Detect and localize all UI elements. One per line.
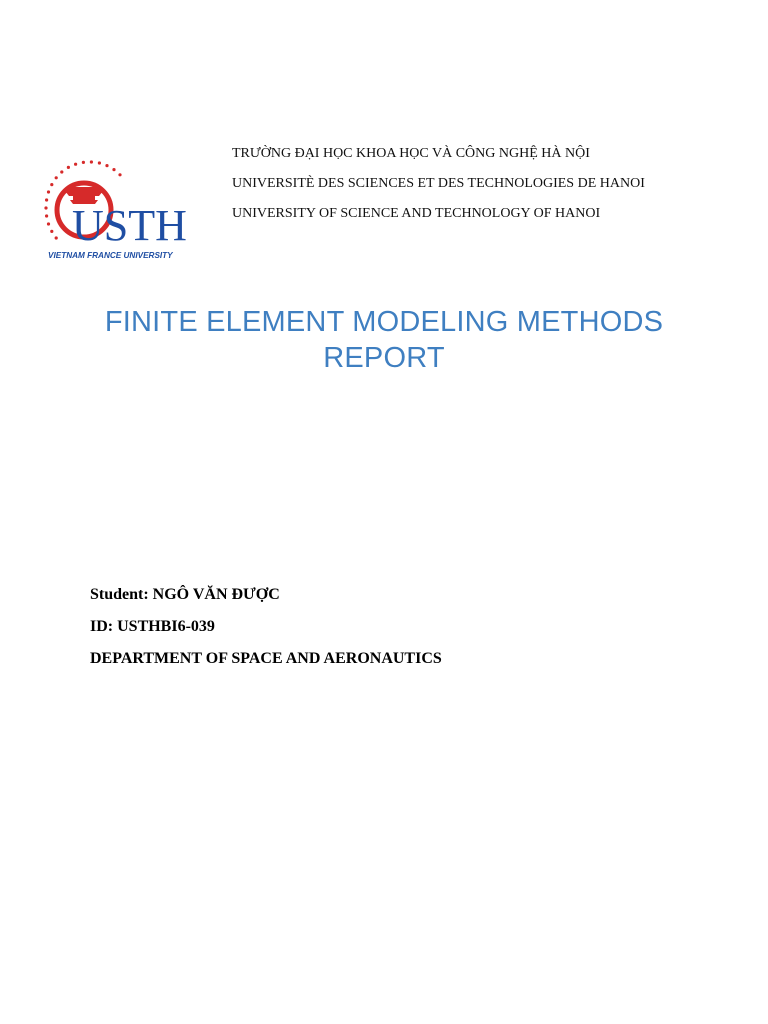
- logo-wordmark: USTH: [72, 201, 187, 250]
- university-name-block: [232, 146, 752, 236]
- usth-logo-graphic: [32, 146, 210, 270]
- department-name: DEPARTMENT OF SPACE AND AERONAUTICS: [90, 650, 442, 667]
- logo-tagline: VIETNAM FRANCE UNIVERSITY: [48, 251, 173, 260]
- report-title: [0, 304, 768, 376]
- university-name-english: UNIVERSITY OF SCIENCE AND TECHNOLOGY OF HANOI: [232, 206, 601, 221]
- university-name-vietnamese: TRƯỜNG ĐẠI HỌC KHOA HỌC VÀ CÔNG NGHỆ HÀ NỘI: [232, 146, 590, 161]
- university-logo: [32, 146, 210, 270]
- student-name: Student: NGÔ VĂN ĐƯỢC: [90, 586, 280, 603]
- report-title-line-1: FINITE ELEMENT MODELING METHODS: [104, 306, 664, 338]
- student-info-block: [90, 585, 690, 681]
- university-name-french: UNIVERSITÈ DES SCIENCES ET DES TECHNOLOGIES DE HANOI: [232, 176, 645, 191]
- report-title-line-2: REPORT: [323, 342, 445, 374]
- student-id: ID: USTHBI6-039: [90, 618, 215, 635]
